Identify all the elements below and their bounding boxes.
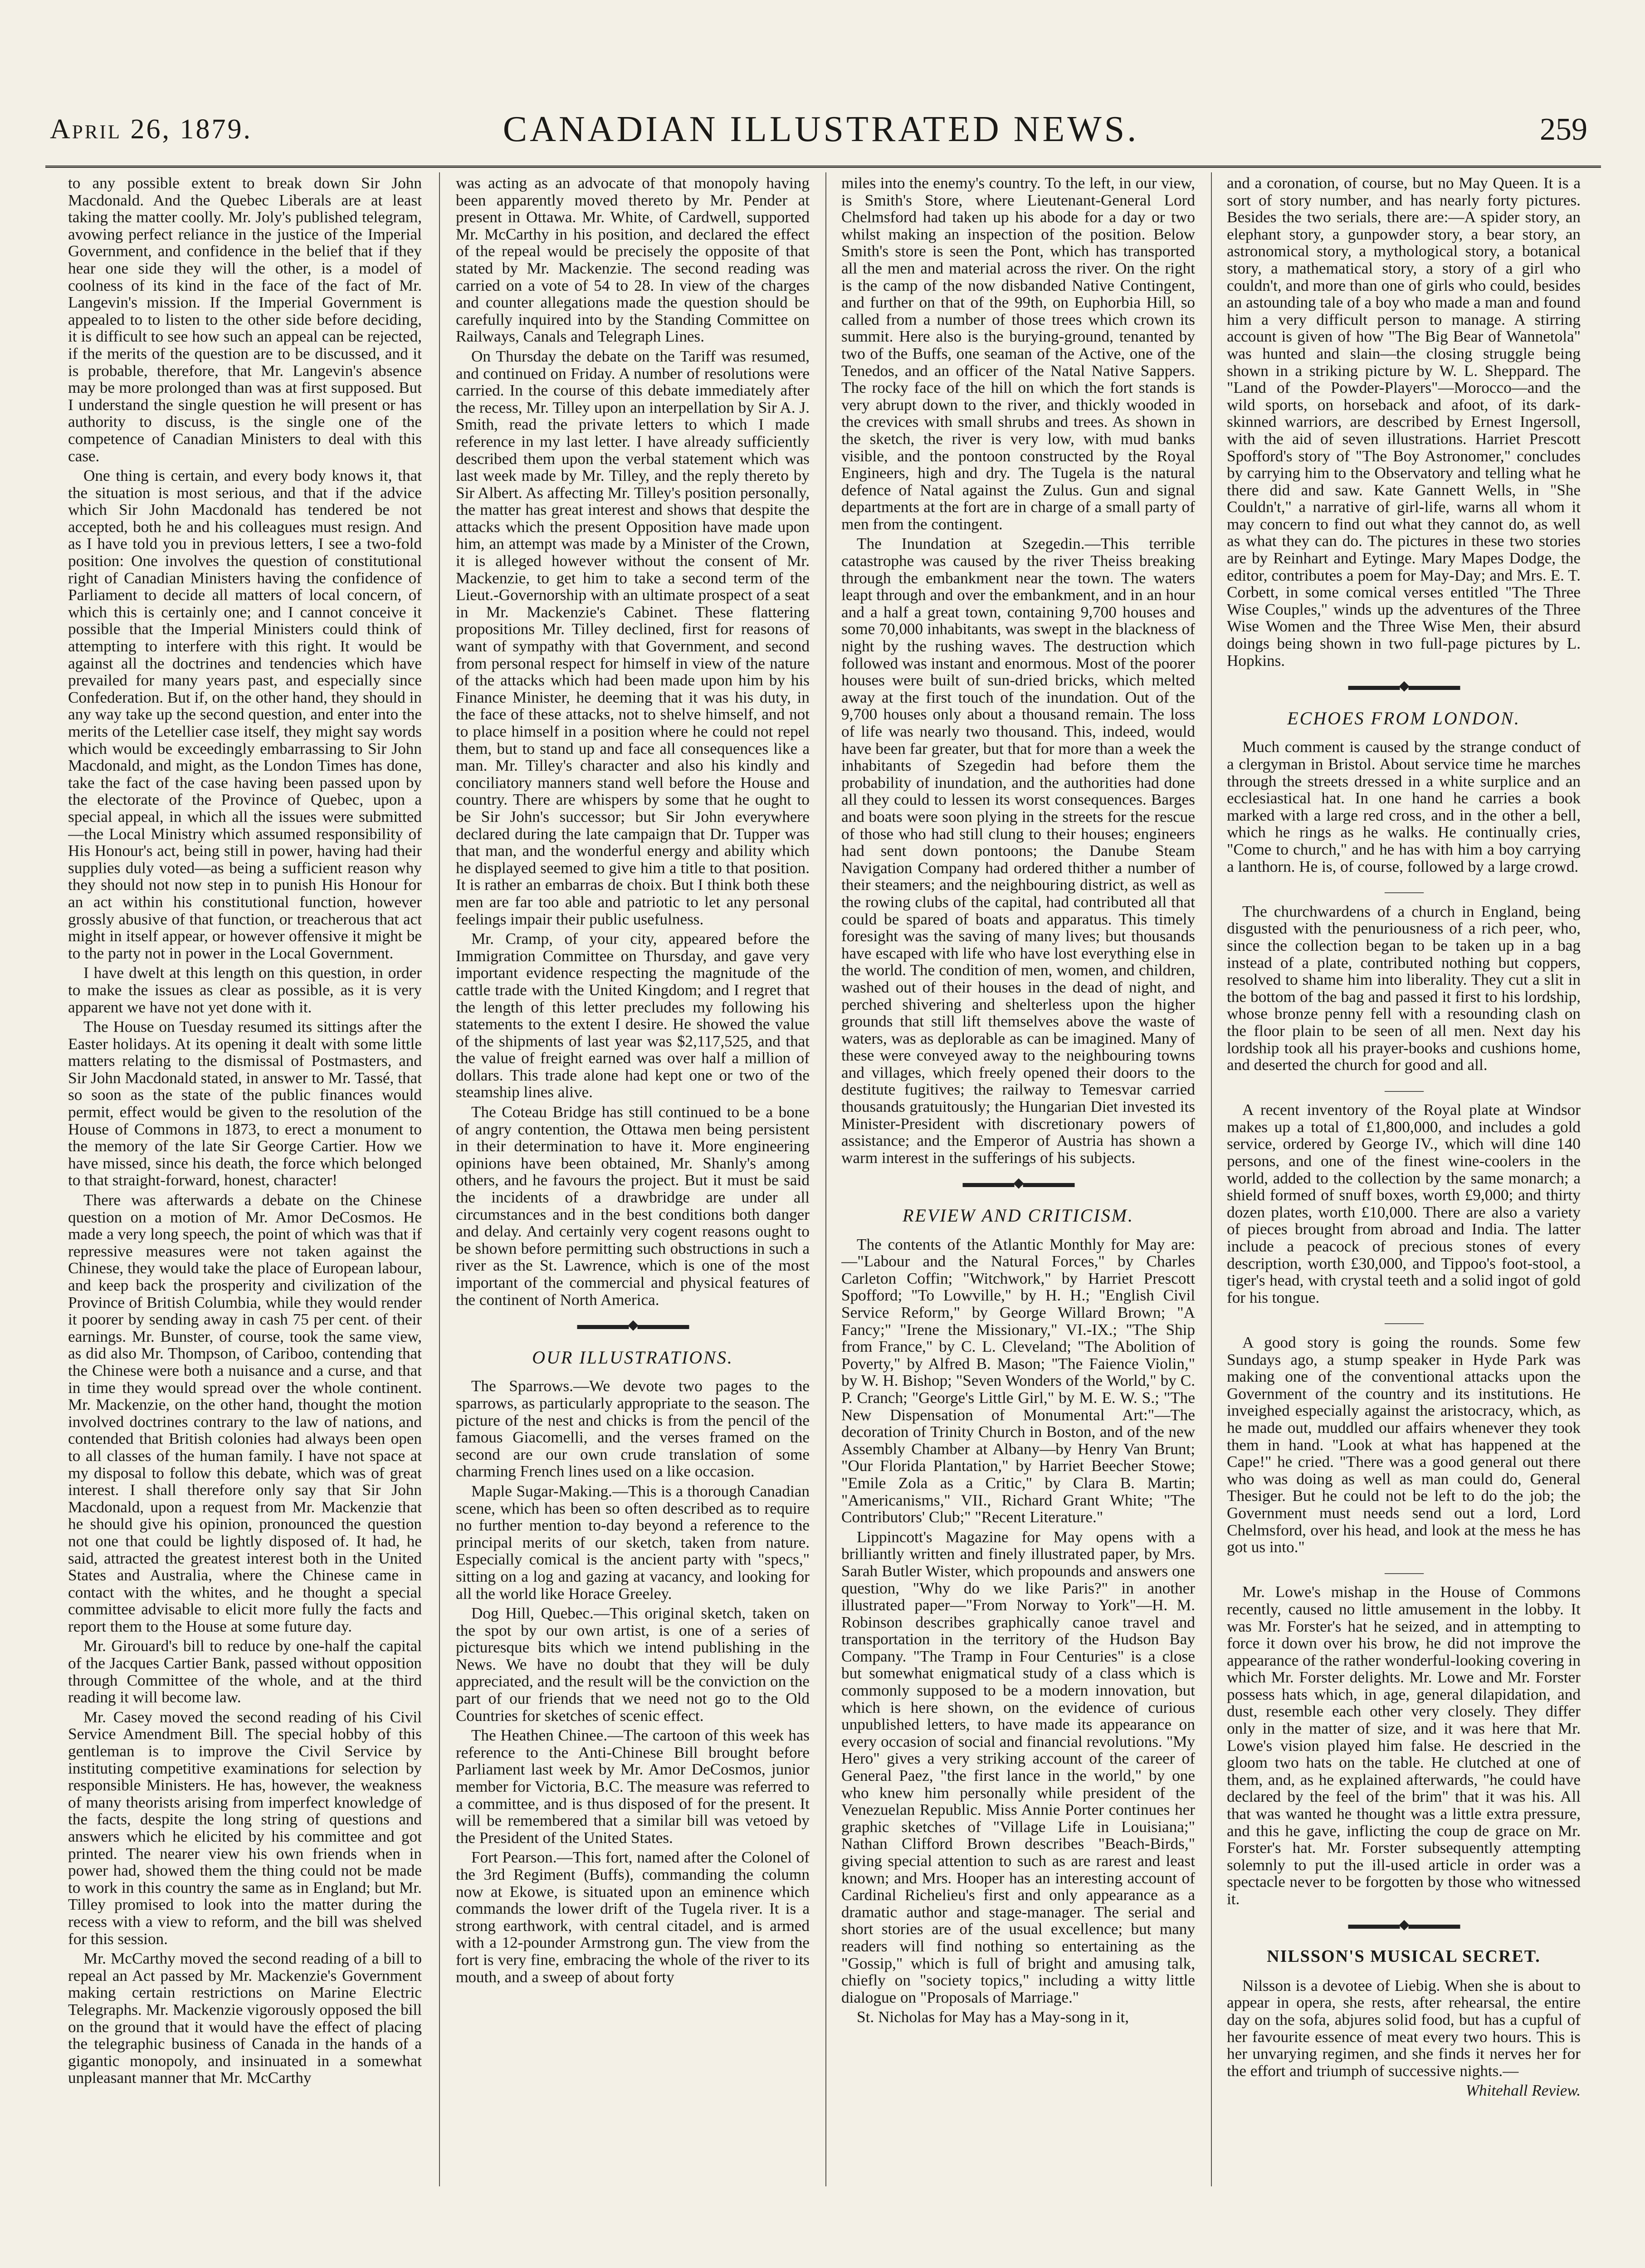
paragraph: I have dwelt at this length on this question, in order to make the issues as clear as possible, as it is very apparent we have not yet done with it. [68, 964, 422, 1016]
page-number: 259 [1540, 112, 1587, 147]
column-1 [68, 175, 422, 2268]
column-2 [456, 175, 810, 2268]
section-heading-review-and-criticism: REVIEW AND CRITICISM. [903, 1205, 1134, 1226]
paragraph: A recent inventory of the Royal plate at Windsor makes up a total of £1,800,000, and includes a gold service, ordered by George IV., which will dine 140 persons, and one of the finest wine-coolers in the world, added to the collection by the same monarch; a shield formed of snuff boxes, worth £9,000; and thirty dozen plates, worth £10,000. There are also a variety of pieces brought from abroad and India. The latter include a peacock of precious stones of every description, worth £30,000, and Tippoo's foot-stool, a tiger's head, with crystal teeth and a solid ingot of gold for his tongue. [1227, 1101, 1581, 1306]
column-4 [1227, 175, 1581, 2268]
paragraph: Much comment is caused by the strange conduct of a clergyman in Bristol. About service time he marches through the streets dressed in a white surplice and an ecclesiastical hat. In one hand he carries a book marked with a large red cross, and in the other a bell, which he rings as he walks. He continually cries, "Come to church," and he has with him a boy carrying a lanthorn. He is, of course, followed by a large crowd. [1227, 738, 1581, 875]
item-separator: ——— [1385, 1082, 1423, 1098]
section-heading-nilssons-musical-secret: NILSSON'S MUSICAL SECRET. [1267, 1947, 1541, 1966]
paragraph: Mr. Casey moved the second reading of his Civil Service Amendment Bill. The special hobby of this gentleman is to improve the Civil Service by instituting competitive examinations for selection by responsible Ministers. He has, however, the weakness of many theorists arising from imperfect knowledge of the facts, despite the long string of questions and answers which he elicited by his committee and got printed. The nearer view his own friends when in power had, showed them the thing could not be made to work in this country the same as in England; but Mr. Tilley promised to look into the matter during the recess with a view to reform, and the bill was shelved for this session. [68, 1708, 422, 1948]
paragraph: to any possible extent to break down Sir John Macdonald. And the Quebec Liberals are at least taking the matter coolly. Mr. Joly's published telegram, avowing perfect reliance in the justice of the Imperial Government, and confidence in the belief that if they hear one side they will the other, is a model of coolness of its kind in the face of the fact of Mr. Langevin's mission. If the Imperial Government is appealed to to listen to the other side before deciding, it is difficult to see how such an appeal can be rejected, if the merits of the question are to be discussed, and it is probable, therefore, that Mr. Langevin's absence may be more prolonged than was at first supposed. But I understand the single question he will present or has authority to discuss, is the single one of the competence of Canadian Ministers to deal with this case. [68, 175, 422, 465]
issue-date: April 26, 1879. [50, 114, 252, 145]
item-separator: ——— [1385, 884, 1423, 899]
section-heading-our-illustrations: OUR ILLUSTRATIONS. [532, 1347, 733, 1368]
column-rule [439, 172, 440, 2186]
paragraph: The Sparrows.—We devote two pages to the sparrows, as particularly appropriate to the season. The picture of the nest and chicks is from the pencil of the famous Giacomelli, and the verses framed on the second are our own crude translation of some charming French lines used on a like occasion. [456, 1377, 810, 1481]
paragraph: Mr. Girouard's bill to reduce by one-half the capital of the Jacques Cartier Bank, passed without opposition through Committee of the whole, and at the third reading it will become law. [68, 1637, 422, 1706]
paragraph: was acting as an advocate of that monopoly having been apparently moved thereto by Mr. Pender at present in Ottawa. Mr. White, of Cardwell, supported Mr. McCarthy in his position, and declared the effect of the repeal would be precisely the opposite of that stated by Mr. Mackenzie. The second reading was carried on a vote of 54 to 28. In view of the charges and counter allegations made the question should be carefully inquired into by the Standing Committee on Railways, Canals and Telegraph Lines. [456, 175, 810, 346]
source-credit: Whitehall Review. [1465, 2082, 1581, 2100]
paragraph: Mr. Cramp, of your city, appeared before the Immigration Committee on Thursday, and gave very important evidence respecting the magnitude of the cattle trade with the United Kingdom; and I regret that the length of this letter precludes my following his statements to the extent I desire. He showed the value of the shipments of last year was $2,117,525, and that the value of freight earned was over half a million of dollars. This trade alone had kept one or two of the steamship lines alive. [456, 930, 810, 1101]
paragraph: Fort Pearson.—This fort, named after the Colonel of the 3rd Regiment (Buffs), commanding the column now at Ekowe, is situated upon an eminence which commands the lower drift of the Tugela river. It is a strong earthwork, with central citadel, and is armed with a 12-pounder Armstrong gun. The view from the fort is very fine, embracing the whole of the river to its mouth, and a sweep of about forty [456, 1848, 810, 1986]
header-rule [45, 166, 1601, 168]
paragraph: The Heathen Chinee.—The cartoon of this week has reference to the Anti-Chinese Bill brought before Parliament last week by Mr. Amor DeCosmos, junior member for Victoria, B.C. The measure was referred to a committee, and is thus disposed of for the present. It will be remembered that a similar bill was vetoed by the President of the United States. [456, 1726, 810, 1847]
section-ornament: ▬▬▬▬◆▬▬▬▬ [1348, 678, 1460, 694]
item-separator: ——— [1385, 1315, 1423, 1330]
masthead-title: CANADIAN ILLUSTRATED NEWS. [503, 109, 1139, 149]
paragraph: There was afterwards a debate on the Chinese question on a motion of Mr. Amor DeCosmos. He made a very long speech, the point of which was that if repressive measures were not taken against the Chinese, they would take the place of European labour, and keep back the prosperity and civilization of the Province of British Columbia, while they would render it poorer by sending away in cash 75 per cent. of their earnings. Mr. Bunster, of course, took the same view, as did also Mr. Thompson, of Cariboo, contending that the Chinese were both a nuisance and a curse, and that in time they would spread over the whole continent. Mr. Mackenzie, on the other hand, thought the motion involved doctrines contrary to the law of nations, and contended that British colonies had always been open to all classes of the human family. I have not space at my disposal to follow this debate, which was of great interest. I shall therefore only say that Sir John Macdonald, upon a request from Mr. Mackenzie that he should give his opinion, pronounced the question not one that could be lightly disposed of. It had, he said, attracted the greatest interest both in the United States and Australia, where the Chinese came in contact with the whites, and he thought a special committee advisable to elicit more fully the facts and report them to the House at some future day. [68, 1191, 422, 1635]
paragraph: Lippincott's Magazine for May opens with a brilliantly written and finely illustrated paper, by Mrs. Sarah Butler Wister, which propounds and answers one question, "Why do we like Paris?" in another illustrated paper—"From Norway to York"—H. M. Robinson describes graphically canoe travel and transportation in the territory of the Hudson Bay Company. "The Tramp in Four Centuries" is a close but somewhat enigmatical study of a class which is commonly supposed to be a modern innovation, but which is here shown, on the evidence of curious unpublished letters, to have made its appearance on every occasion of social and financial revolutions. "My Hero" gives a very striking account of the career of General Paez, "the first lance in the world," by one who knew him personally while president of the Venezuelan Republic. Miss Annie Porter continues her graphic sketches of "Village Life in Louisiana;" Nathan Clifford Brown describes "Beach-Birds," giving special attention to such as are rarest and least known; and Mrs. Hooper has an interesting account of Cardinal Richelieu's first and only appearance as a dramatic author and stage-manager. The serial and short stories are of the usual excellence; but many readers will find nothing so entertaining as the "Gossip," which is full of bright and amusing talk, chiefly on "society topics," including a witty little dialogue on "Proposals of Marriage." [841, 1528, 1195, 2006]
section-heading-echoes-from-london: ECHOES FROM LONDON. [1287, 708, 1520, 728]
paragraph: Mr. McCarthy moved the second reading of a bill to repeal an Act passed by Mr. Mackenzie's Government making certain restrictions on Marine Electric Telegraphs. Mr. Mackenzie vigorously opposed the bill on the ground that it would have the effect of placing the telegraphic business of Canada in the hands of a gigantic monopoly, and insinuated in a somewhat unpleasant manner that Mr. McCarthy [68, 1950, 422, 2087]
section-ornament: ▬▬▬▬◆▬▬▬▬ [1348, 1916, 1460, 1932]
paragraph: The contents of the Atlantic Monthly for May are:—"Labour and the Natural Forces," by Charles Carleton Coffin; "Witchwork," by Harriet Prescott Spofford; "To Lowville," by H. H.; "English Civil Service Reform," by George Willard Brown; "A Fancy;" "Irene the Missionary," VI.-IX.; "The Ship from France," by C. L. Cleveland; "The Abolition of Poverty," by Alfred B. Mason; "The Faience Violin," by W. H. Bishop; "Seven Wonders of the World," by C. P. Cranch; "George's Little Girl," by M. E. W. S.; "The New Dispensation of Monumental Art:"—The decoration of Trinity Church in Boston, and of the new Assembly Chamber at Albany—by Henry Van Brunt; "Our Florida Plantation," by Harriet Beecher Stowe; "Emile Zola as a Critic," by Clara B. Martin; "Americanisms," VII., Richard Grant White; "The Contributors' Club;" "Recent Literature." [841, 1235, 1195, 1526]
section-ornament: ▬▬▬▬◆▬▬▬▬ [962, 1175, 1074, 1191]
paragraph: St. Nicholas for May has a May-song in it, [857, 2008, 1129, 2026]
paragraph: A good story is going the rounds. Some few Sundays ago, a stump speaker in Hyde Park was making one of the conventional attacks upon the Government of the country and its institutions. He inveighed especially against the aristocracy, which, as he made out, muddled our affairs whenever they took them in hand. "Look at what has happened at the Cape!" he cried. "There was a good general out there who was doing as well as man could do, General Thesiger. But he could not be left to do the job; the Government must needs send out a lord, Lord Chelmsford, over his head, and look at the mess he has got us into." [1227, 1334, 1581, 1556]
paragraph: Nilsson is a devotee of Liebig. When she is about to appear in opera, she rests, after rehearsal, the entire day on the sofa, abjures solid food, but has a cupful of her favourite essence of meat every two hours. This is her unvarying regimen, and she finds it nerves her for the effort and triumph of successive nights.— [1227, 1976, 1581, 2080]
column-rule [1211, 172, 1212, 2186]
page-header [41, 109, 1601, 159]
column-3 [841, 175, 1195, 2268]
paragraph: The House on Tuesday resumed its sittings after the Easter holidays. At its opening it dealt with some little matters relating to the dismissal of Postmasters, and Sir John Macdonald stated, in answer to Mr. Tassé, that so soon as the state of the public finances would permit, effect would be given to the resolution of the House of Commons in 1873, to erect a monument to the memory of the late Sir George Cartier. How we have missed, since his death, the force which belonged to that straight-forward, honest, character! [68, 1018, 422, 1189]
item-separator: ——— [1385, 1564, 1423, 1580]
paragraph: The Coteau Bridge has still continued to be a bone of angry contention, the Ottawa men being persistent in their determination to have it. More engineering opinions have been obtained, Mr. Shanly's among others, and he favours the project. But it must be said the incidents of a drawbridge are under all circumstances and in the best conditions both danger and delay. And certainly very cogent reasons ought to be shown before permitting such obstructions in such a river as the St. Lawrence, which is one of the most important of the commercial and physical features of the continent of North America. [456, 1103, 810, 1309]
paragraph: and a coronation, of course, but no May Queen. It is a sort of story number, and has nearly forty pictures. Besides the two serials, there are:—A spider story, an elephant story, a gunpowder story, a bear story, an astronomical story, a mythological story, a botanical story, a mathematical story, a story of a girl who couldn't, and more than one of girls who could, besides an astounding tale of a boy who made a man and found him a very difficult person to manage. A stirring account is given of how "The Big Bear of Wannetola" was hunted and slain—the closing struggle being shown in a striking picture by W. L. Sheppard. The "Land of the Powder-Players"—Morocco—and the wild sports, on horseback and afoot, of its dark-skinned warriors, are described by Ernest Ingersoll, with the aid of seven illustrations. Harriet Prescott Spofford's story of "The Boy Astronomer," concludes by carrying him to the Observatory and telling what he there did and saw. Kate Gannett Wells, in "She Couldn't," a narrative of girl-life, warns all whom it may concern to find out what they cannot do, as well as what they can do. The pictures in these two stories are by Reinhart and Eytinge. Mary Mapes Dodge, the editor, contributes a poem for May-Day; and Mrs. E. T. Corbett, in some comical verses entitled "The Three Wise Couples," winds up the adventures of the Three Wise Women and the Three Wise Men, their absurd doings being shown in two full-page pictures by L. Hopkins. [1227, 175, 1581, 670]
paragraph: Dog Hill, Quebec.—This original sketch, taken on the spot by our own artist, is one of a series of picturesque bits which we intend publishing in the News. We have no doubt that they will be duly appreciated, and the result will be the conviction on the part of our friends that we need not go to the Old Countries for sketches of scenic effect. [456, 1604, 810, 1725]
column-rule [825, 172, 826, 2186]
paragraph: The churchwardens of a church in England, being disgusted with the penuriousness of a rich peer, who, since the collection began to be taken up in a bag instead of a plate, contributed nothing but coppers, resolved to shame him into liberality. They cut a slit in the bottom of the bag and passed it first to his lordship, whose bronze penny fell with a resounding clash on the floor plain to be seen of all men. Next day his lordship took all his prayer-books and cushions home, and deserted the church for good and all. [1227, 902, 1581, 1074]
paragraph: miles into the enemy's country. To the left, in our view, is Smith's Store, where Lieutenant-General Lord Chelmsford had taken up his abode for a day or two whilst making an inspection of the position. Below Smith's store is seen the Pont, which has transported all the men and material across the river. On the right is the camp of the now disbanded Native Contingent, and further on that of the 99th, on Euphorbia Hill, so called from a number of those trees which crown its summit. Here also is the burying-ground, tenanted by two of the Buffs, one seaman of the Active, one of the Tenedos, and an officer of the Natal Native Sappers. The rocky face of the hill on which the fort stands is very abrupt down to the river, and thickly wooded in the crevices with small shrubs and trees. As shown in the sketch, the river is very low, with mud banks visible, and the pontoon constructed by the Royal Engineers, high and dry. The Tugela is the natural defence of Natal against the Zulus. Gun and signal departments at the fort are in charge of a small party of men from the contingent. [841, 175, 1195, 533]
paragraph: On Thursday the debate on the Tariff was resumed, and continued on Friday. A number of resolutions were carried. In the course of this debate immediately after the recess, Mr. Tilley upon an interpellation by Sir A. J. Smith, read the private letters to which I made reference in my last letter. I have already sufficiently described them upon the verbal statement which was last week made by Mr. Tilley, and the reply thereto by Sir Albert. As affecting Mr. Tilley's position personally, the matter has great interest and shows that despite the attacks which the present Opposition have made upon him, an attempt was made by a Minister of the Crown, it is alleged however without the consent of Mr. Mackenzie, to get him to take a second term of the Lieut.-Governorship with an ultimate prospect of a seat in Mr. Mackenzie's Cabinet. These flattering propositions Mr. Tilley declined, first for reasons of want of sympathy with that Government, and second from personal respect for himself in view of the nature of the attacks which had been made upon him by his Finance Minister, he deeming that it was his duty, in the face of these attacks, not to shelve himself, and not to place himself in a position where he could not repel them, but to stand up and face all consequences like a man. Mr. Tilley's character and also his kindly and conciliatory manners stand well before the House and country. There are whispers by some that he ought to be Sir John's successor; but Sir John everywhere declared during the late campaign that Dr. Tupper was that man, and the wonderful energy and ability which he displayed seemed to give him a title to that position. It is rather an embarras de choix. But I think both these men are far too able and patriotic to let any personal feelings impair their public usefulness. [456, 347, 810, 928]
paragraph: Mr. Lowe's mishap in the House of Commons recently, caused no little amusement in the lobby. It was Mr. Forster's hat he seized, and in attempting to force it down over his brow, he did not improve the appearance of the rather wonderful-looking covering in which Mr. Forster delights. Mr. Lowe and Mr. Forster possess hats which, in age, general dilapidation, and dust, resemble each other very closely. They differ only in the matter of size, and it was here that Mr. Lowe's vision played him false. He descried in the gloom two hats on the table. He clutched at one of them, and, as he explained afterwards, "he could have declared by the feel of the brim" that it was his. All that was wanted he thought was a little extra pressure, and this he gave, inflicting the coup de grace on Mr. Forster's hat. Mr. Forster subsequently attempting solemnly to put the ill-used article in order was a spectacle never to be forgotten by those who witnessed it. [1227, 1583, 1581, 1908]
paragraph: One thing is certain, and every body knows it, that the situation is most serious, and that if the advice which Sir John Macdonald has tendered be not accepted, both he and his colleagues must resign. And as I have told you in previous letters, I see a two-fold position: One involves the question of constitutional right of Canadian Ministers having the confidence of Parliament to decide all matters of local concern, of which this is certainly one; and I cannot conceive it possible that the Imperial Ministers could think of attempting to interfere with this right. It would be against all the doctrines and tendencies which have prevailed for many years past, and especially since Confederation. But if, on the other hand, they should in any way take up the second question, and enter into the merits of the Letellier case itself, they might say words which would be exceedingly embarrassing to Sir John Macdonald, and might, as the London Times has done, take the fact of the case having been passed upon by the electorate of the Province of Quebec, upon a special appeal, in which all the issues were submitted—the Local Ministry which assumed responsibility of His Honour's act, being still in power, having had their supplies duly voted—as being a sufficient reason why they should not now step in to punish His Honour for an act within his constitutional function, however grossly abusive of that function, or treacherous that act might in itself appear, or however offensive it might be to the party not in power in the Local Government. [68, 467, 422, 962]
paragraph: Maple Sugar-Making.—This is a thorough Canadian scene, which has been so often described as to require no further mention to-day beyond a reference to the principal merits of our sketch, taken from nature. Especially comical is the ancient party with "specs," sitting on a log and gazing at vacancy, and looking for all the world like Horace Greeley. [456, 1482, 810, 1603]
section-ornament: ▬▬▬▬◆▬▬▬▬ [577, 1317, 688, 1333]
paragraph: The Inundation at Szegedin.—This terrible catastrophe was caused by the river Theiss breaking through the embankment near the town. The waters leapt through and over the embankment, and in an hour and a half a great town, containing 9,700 houses and some 70,000 inhabitants, was swept in the blackness of night by the rushing waves. The destruction which followed was instant and enormous. Most of the poorer houses were built of sun-dried bricks, which melted away at the first touch of the inundation. Out of the 9,700 houses only about a thousand remain. The loss of life was nearly two thousand. This, indeed, would have been far greater, but that for more than a week the inhabitants of Szegedin had before them the probability of inundation, and the authorities had done all they could to lessen its worst consequences. Barges and boats were soon plying in the streets for the rescue of those who had still clung to their houses; engineers had sent down pontoons; the Danube Steam Navigation Company had ordered thither a number of their steamers; and the neighbouring district, as well as the rowing clubs of the capital, had contributed all that could be spared of boats and apparatus. This timely foresight was the saving of many lives; but thousands have escaped with life who have lost everything else in the world. The condition of men, women, and children, washed out of their houses in the dead of night, and perched shivering and shelterless upon the higher grounds that still lift themselves above the waste of waters, was as deplorable as can be imagined. Many of these were conveyed away to the neighbouring towns and villages, which freely opened their doors to the destitute fugitives; the railway to Temesvar carried thousands gratuitously; the Hungarian Diet invested its Minister-President with discretionary powers of assistance; and the Emperor of Austria has shown a warm interest in the sufferings of his subjects. [841, 535, 1195, 1167]
